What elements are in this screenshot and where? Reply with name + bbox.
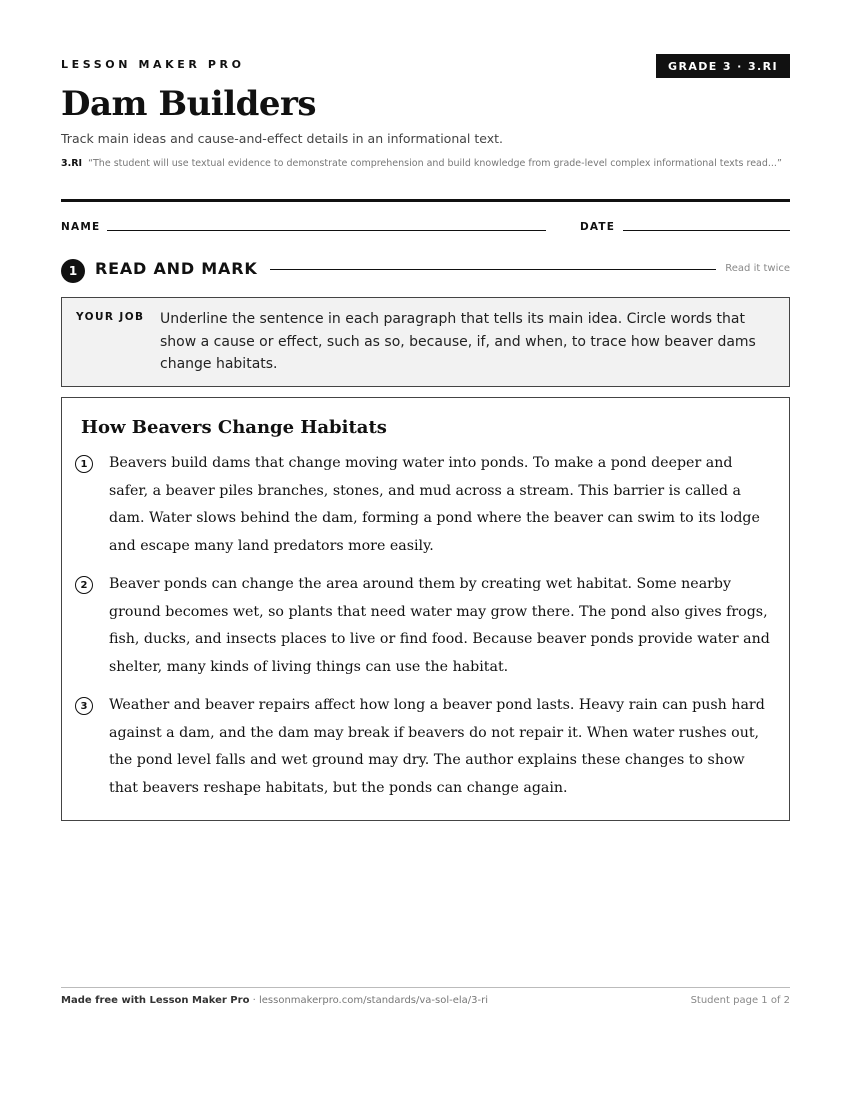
paragraph-number-3: 3 [75,697,93,715]
section-hint: Read it twice [725,263,790,274]
date-label: DATE [580,221,616,233]
header-divider [61,199,790,202]
grade-badge: GRADE 3 · 3.RI [656,54,790,78]
paragraph-1: Beavers build dams that change moving water into ponds. To make a pond deeper and safer, a beaver piles branches, stones, and mud across a stream. This barrier is called a dam. Water slows behind the dam, forming a pond where the beaver can swim to its lodge and escape many land predators more easily. [109,455,760,554]
standard-statement [61,156,790,172]
paragraph-2: Beaver ponds can change the area around them by creating wet habitat. Some nearby ground becomes wet, so plants that need water may grow there. The pond also gives frogs, fish, ducks, and insects places to live or find food. Because beaver ponds provide water and shelter, many kinds of living things can use the habitat. [109,576,770,675]
footer-page-number: Student page 1 of 2 [690,995,790,1006]
standard-text: “The student will use textual evidence to demonstrate comprehension and build knowledge from grade-level complex informational texts read...” [88,158,782,169]
footer-url[interactable]: lessonmakerpro.com/standards/va-sol-ela/3-ri [258,995,489,1006]
instructions-text: Underline the sentence in each paragraph that tells its main idea. Circle words that show a cause or effect, such as so, because, if, and when, to trace how beaver dams change habitats. [160,311,756,372]
instructions-box [61,297,790,387]
reading-title: How Beavers Change Habitats [81,417,387,438]
date-field-line[interactable] [623,230,790,231]
paragraph-3: Weather and beaver repairs affect how long a beaver pond lasts. Heavy rain can push hard against a dam, and the dam may break if beavers do not repair it. When water rushes out, the pond level falls and wet ground may dry. The author explains these changes to show that beavers reshape habitats, but the ponds can change again. [109,697,765,796]
paragraph-number-1: 1 [75,455,93,473]
name-label: NAME [61,221,101,233]
footer-divider [61,987,790,988]
section-divider [270,269,716,270]
section-title: READ AND MARK [95,259,258,278]
footer-credit [61,995,488,1006]
footer-separator: · [249,995,259,1006]
section-number-badge: 1 [61,259,85,283]
paragraph-number-2: 2 [75,576,93,594]
footer-made-with: Made free with Lesson Maker Pro [61,995,250,1006]
page-title: Dam Builders [61,84,317,124]
name-field-line[interactable] [107,230,546,231]
standard-code: 3.RI [61,158,83,169]
worksheet-page [61,0,790,1100]
brand-name: LESSON MAKER PRO [61,58,245,71]
instructions-label: YOUR JOB [76,311,145,323]
page-subtitle: Track main ideas and cause-and-effect details in an informational text. [61,131,503,146]
